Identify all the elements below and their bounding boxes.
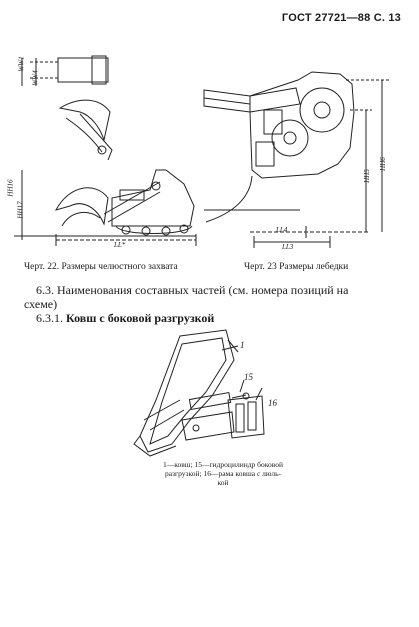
label-ww4: WW4 — [31, 70, 40, 86]
section-6-3-1-title: Ковш с боковой разгрузкой — [66, 311, 215, 325]
label-hh6: HH6 — [378, 157, 387, 171]
label-hh16: HH16 — [6, 179, 15, 197]
section-6-3-1-number: 6.3.1. — [36, 311, 63, 325]
label-ww1: WW1 — [17, 56, 26, 72]
callout-1: 1 — [240, 340, 245, 350]
section-6-3-line2: схеме) — [24, 297, 58, 311]
figure-22-caption: Черт. 22. Размеры челюстного захвата — [24, 262, 178, 272]
bucket-legend — [138, 460, 308, 487]
legend-line-3: кой — [217, 478, 229, 487]
section-6-3-line1: 6.3. Наименования составных частей (см. номера позиций на — [36, 283, 349, 297]
legend-line-2: разгрузкой; 16—рама ковша с люль- — [164, 469, 281, 478]
legend-line-1: 1—ковш; 15—гидроцилиндр боковой — [162, 460, 283, 469]
callout-15: 15 — [244, 372, 253, 382]
label-hh5: HH5 — [362, 169, 371, 183]
label-ll4: LL4 — [276, 226, 288, 234]
label-hh17: HH17 — [16, 201, 25, 219]
figure-23-caption: Черт. 23 Размеры лебедки — [244, 262, 349, 272]
label-ll: LL* — [114, 241, 126, 249]
page-header: ГОСТ 27721—88 С. 13 — [281, 12, 401, 24]
callout-16: 16 — [268, 398, 277, 408]
label-ll3: LL3 — [282, 243, 294, 251]
